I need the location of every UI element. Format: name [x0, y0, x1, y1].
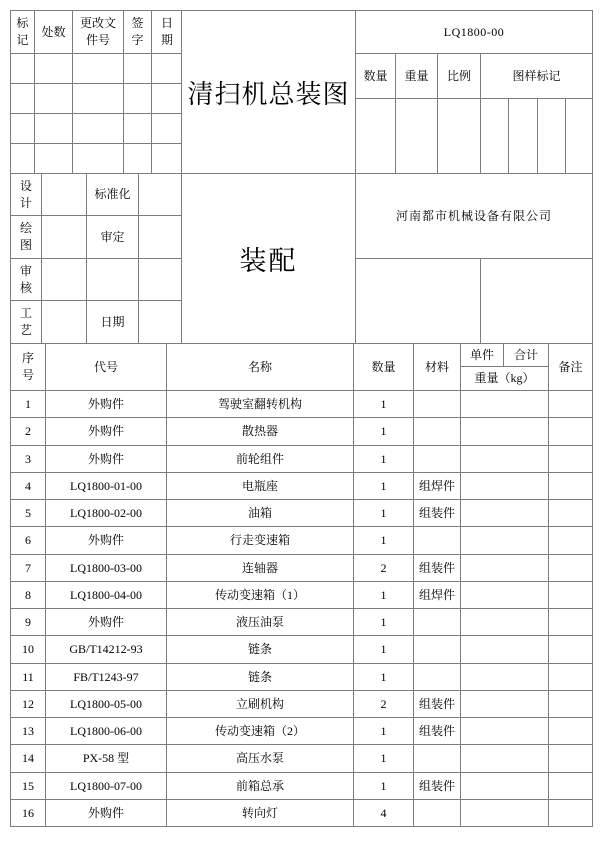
part-no: 9: [11, 609, 46, 636]
table-row: [11, 772, 593, 799]
part-remark: [549, 772, 593, 799]
col-header-name: 名称: [167, 344, 354, 391]
table-row: [11, 745, 593, 772]
empty-cell: [139, 174, 183, 216]
empty-cell: [42, 174, 87, 216]
part-qty: 1: [354, 418, 414, 445]
part-code: GB/T14212-93: [46, 636, 167, 663]
empty-cell: [73, 84, 124, 114]
part-weight: [461, 581, 549, 608]
parts-body: [11, 391, 593, 827]
part-material: [414, 745, 461, 772]
part-remark: [549, 581, 593, 608]
part-weight: [461, 772, 549, 799]
part-material: [414, 609, 461, 636]
part-no: 3: [11, 445, 46, 472]
part-qty: 1: [354, 527, 414, 554]
part-code: 外购件: [46, 391, 167, 418]
part-name: 电瓶座: [167, 472, 354, 499]
info-col-quantity: 数量: [356, 54, 396, 99]
empty-cell: [35, 114, 73, 144]
part-name: 高压水泵: [167, 745, 354, 772]
assembly-label-cell: [181, 173, 356, 344]
part-material: [414, 636, 461, 663]
part-material: 组焊件: [414, 472, 461, 499]
part-code: 外购件: [46, 609, 167, 636]
part-material: 组装件: [414, 772, 461, 799]
part-weight: [461, 445, 549, 472]
info-col-scale: 比例: [438, 54, 481, 99]
empty-cell: [35, 144, 73, 174]
part-weight: [461, 418, 549, 445]
approval-review-label: 审核: [19, 263, 32, 295]
empty-cell: [509, 99, 538, 174]
empty-cell: [139, 216, 183, 259]
empty-cell: [566, 99, 593, 174]
approval-draft-label: 绘图: [19, 221, 32, 252]
parts-header: [11, 344, 593, 391]
approval-approve: 审定: [87, 216, 139, 259]
parts-table: [10, 343, 593, 827]
col-header-unit: 单件: [461, 344, 504, 367]
part-weight: [461, 554, 549, 581]
empty-cell: [42, 301, 87, 344]
empty-cell: [11, 54, 35, 84]
empty-cell: [35, 84, 73, 114]
part-code: 外购件: [46, 418, 167, 445]
part-material: [414, 527, 461, 554]
approval-design: [11, 174, 42, 216]
part-no: 4: [11, 472, 46, 499]
table-row: [11, 636, 593, 663]
revision-col-date: [152, 11, 183, 54]
empty-cell: [11, 144, 35, 174]
part-material: [414, 663, 461, 690]
revision-col-sign: [124, 11, 152, 54]
revision-col-mark: [11, 11, 35, 54]
table-row: [11, 581, 593, 608]
approval-design-label: 设计: [19, 178, 32, 210]
part-no: 15: [11, 772, 46, 799]
empty-cell: [438, 99, 481, 174]
part-remark: [549, 799, 593, 826]
part-name: 链条: [167, 663, 354, 690]
part-material: 组装件: [414, 718, 461, 745]
part-name: 前箱总承: [167, 772, 354, 799]
part-no: 10: [11, 636, 46, 663]
part-name: 立刷机构: [167, 690, 354, 717]
part-qty: 1: [354, 745, 414, 772]
part-material: 组装件: [414, 500, 461, 527]
part-qty: 1: [354, 472, 414, 499]
part-weight: [461, 527, 549, 554]
company-block: [355, 173, 593, 344]
empty-cell: [35, 54, 73, 84]
info-col-weight: 重量: [396, 54, 438, 99]
revision-col-sign-label: 签字: [131, 16, 144, 47]
part-qty: 1: [354, 391, 414, 418]
part-no: 16: [11, 799, 46, 826]
part-name: 液压油泵: [167, 609, 354, 636]
part-no: 7: [11, 554, 46, 581]
empty-cell: [152, 144, 183, 174]
part-code: 外购件: [46, 527, 167, 554]
part-weight: [461, 690, 549, 717]
table-row: [11, 472, 593, 499]
part-remark: [549, 445, 593, 472]
table-row: [11, 527, 593, 554]
company-name: 河南都市机械设备有限公司: [356, 174, 593, 259]
empty-cell: [73, 54, 124, 84]
part-name: 传动变速箱（1）: [167, 581, 354, 608]
empty-cell: [356, 259, 481, 344]
part-remark: [549, 527, 593, 554]
empty-cell: [11, 114, 35, 144]
part-material: [414, 445, 461, 472]
part-remark: [549, 472, 593, 499]
part-code: LQ1800-05-00: [46, 690, 167, 717]
empty-cell: [42, 259, 87, 301]
approval-date: 日期: [87, 301, 139, 344]
part-remark: [549, 609, 593, 636]
part-weight: [461, 745, 549, 772]
part-material: 组装件: [414, 554, 461, 581]
revision-col-change-doc-label: 更改文件号: [79, 16, 116, 47]
part-no: 2: [11, 418, 46, 445]
empty-cell: [87, 259, 139, 301]
revision-col-date-label: 日期: [160, 16, 173, 47]
table-row: [11, 690, 593, 717]
part-remark: [549, 663, 593, 690]
part-name: 行走变速箱: [167, 527, 354, 554]
part-material: [414, 418, 461, 445]
part-code: LQ1800-03-00: [46, 554, 167, 581]
part-qty: 1: [354, 500, 414, 527]
drawing-info-table: [355, 10, 593, 174]
col-header-no: [11, 344, 46, 391]
empty-cell: [152, 84, 183, 114]
part-name: 油箱: [167, 500, 354, 527]
part-code: LQ1800-04-00: [46, 581, 167, 608]
col-header-total: 合计: [504, 344, 549, 367]
part-name: 传动变速箱（2）: [167, 718, 354, 745]
approval-draft: [11, 216, 42, 259]
part-code: PX-58 型: [46, 745, 167, 772]
empty-cell: [152, 114, 183, 144]
empty-cell: [124, 114, 152, 144]
part-qty: 1: [354, 445, 414, 472]
part-material: 组装件: [414, 690, 461, 717]
col-header-no-label: 序号: [21, 351, 34, 382]
col-header-remark: 备注: [549, 344, 593, 391]
empty-cell: [124, 144, 152, 174]
table-row: [11, 799, 593, 826]
empty-cell: [124, 54, 152, 84]
approval-standardize: 标准化: [87, 174, 139, 216]
part-weight: [461, 500, 549, 527]
part-remark: [549, 636, 593, 663]
part-code: LQ1800-02-00: [46, 500, 167, 527]
part-qty: 1: [354, 581, 414, 608]
empty-cell: [481, 99, 509, 174]
part-name: 连轴器: [167, 554, 354, 581]
drawing-number: LQ1800-00: [356, 11, 593, 54]
empty-cell: [124, 84, 152, 114]
part-name: 前轮组件: [167, 445, 354, 472]
empty-cell: [538, 99, 566, 174]
col-header-code: 代号: [46, 344, 167, 391]
part-weight: [461, 799, 549, 826]
empty-cell: [356, 99, 396, 174]
empty-cell: [139, 301, 183, 344]
part-no: 8: [11, 581, 46, 608]
table-row: [11, 418, 593, 445]
part-name: 链条: [167, 636, 354, 663]
table-row: [11, 445, 593, 472]
part-qty: 1: [354, 772, 414, 799]
empty-cell: [73, 144, 124, 174]
part-remark: [549, 554, 593, 581]
part-qty: 1: [354, 636, 414, 663]
part-no: 5: [11, 500, 46, 527]
part-remark: [549, 391, 593, 418]
part-qty: 1: [354, 718, 414, 745]
empty-cell: [73, 114, 124, 144]
approval-review: [11, 259, 42, 301]
part-material: [414, 391, 461, 418]
part-remark: [549, 718, 593, 745]
part-code: 外购件: [46, 799, 167, 826]
table-row: [11, 663, 593, 690]
part-no: 14: [11, 745, 46, 772]
part-name: 驾驶室翻转机构: [167, 391, 354, 418]
empty-cell: [11, 84, 35, 114]
empty-cell: [481, 259, 593, 344]
col-header-material: 材料: [414, 344, 461, 391]
part-weight: [461, 472, 549, 499]
part-code: LQ1800-07-00: [46, 772, 167, 799]
part-code: FB/T1243-97: [46, 663, 167, 690]
approval-table: [10, 173, 183, 344]
part-name: 转向灯: [167, 799, 354, 826]
revision-col-mark-label: 标记: [16, 16, 29, 47]
part-weight: [461, 609, 549, 636]
part-material: [414, 799, 461, 826]
table-row: [11, 609, 593, 636]
part-code: LQ1800-06-00: [46, 718, 167, 745]
drawing-title-cell: [181, 10, 356, 174]
table-row: [11, 718, 593, 745]
part-weight: [461, 718, 549, 745]
table-row: [11, 500, 593, 527]
part-no: 1: [11, 391, 46, 418]
part-weight: [461, 391, 549, 418]
part-weight: [461, 663, 549, 690]
part-remark: [549, 418, 593, 445]
part-remark: [549, 500, 593, 527]
part-code: 外购件: [46, 445, 167, 472]
empty-cell: [152, 54, 183, 84]
empty-cell: [396, 99, 438, 174]
part-material: 组焊件: [414, 581, 461, 608]
empty-cell: [42, 216, 87, 259]
col-header-qty: 数量: [354, 344, 414, 391]
part-qty: 1: [354, 663, 414, 690]
revision-col-count: 处数: [35, 11, 73, 54]
part-code: LQ1800-01-00: [46, 472, 167, 499]
table-row: [11, 391, 593, 418]
part-remark: [549, 690, 593, 717]
part-qty: 4: [354, 799, 414, 826]
part-qty: 2: [354, 690, 414, 717]
revision-table: [10, 10, 183, 174]
approval-process-label: 工艺: [19, 306, 32, 337]
part-no: 6: [11, 527, 46, 554]
part-qty: 2: [354, 554, 414, 581]
part-weight: [461, 636, 549, 663]
part-remark: [549, 745, 593, 772]
part-name: 散热器: [167, 418, 354, 445]
part-qty: 1: [354, 609, 414, 636]
part-no: 13: [11, 718, 46, 745]
assembly-label: 装配: [239, 246, 298, 276]
drawing-title: 清扫机总装图: [187, 79, 350, 109]
table-row: [11, 554, 593, 581]
col-header-weight-kg: 重量（kg）: [461, 367, 549, 391]
info-col-sample-mark: 图样标记: [481, 54, 593, 99]
part-no: 12: [11, 690, 46, 717]
empty-cell: [139, 259, 183, 301]
revision-col-change-doc: [73, 11, 124, 54]
part-no: 11: [11, 663, 46, 690]
approval-process: [11, 301, 42, 344]
